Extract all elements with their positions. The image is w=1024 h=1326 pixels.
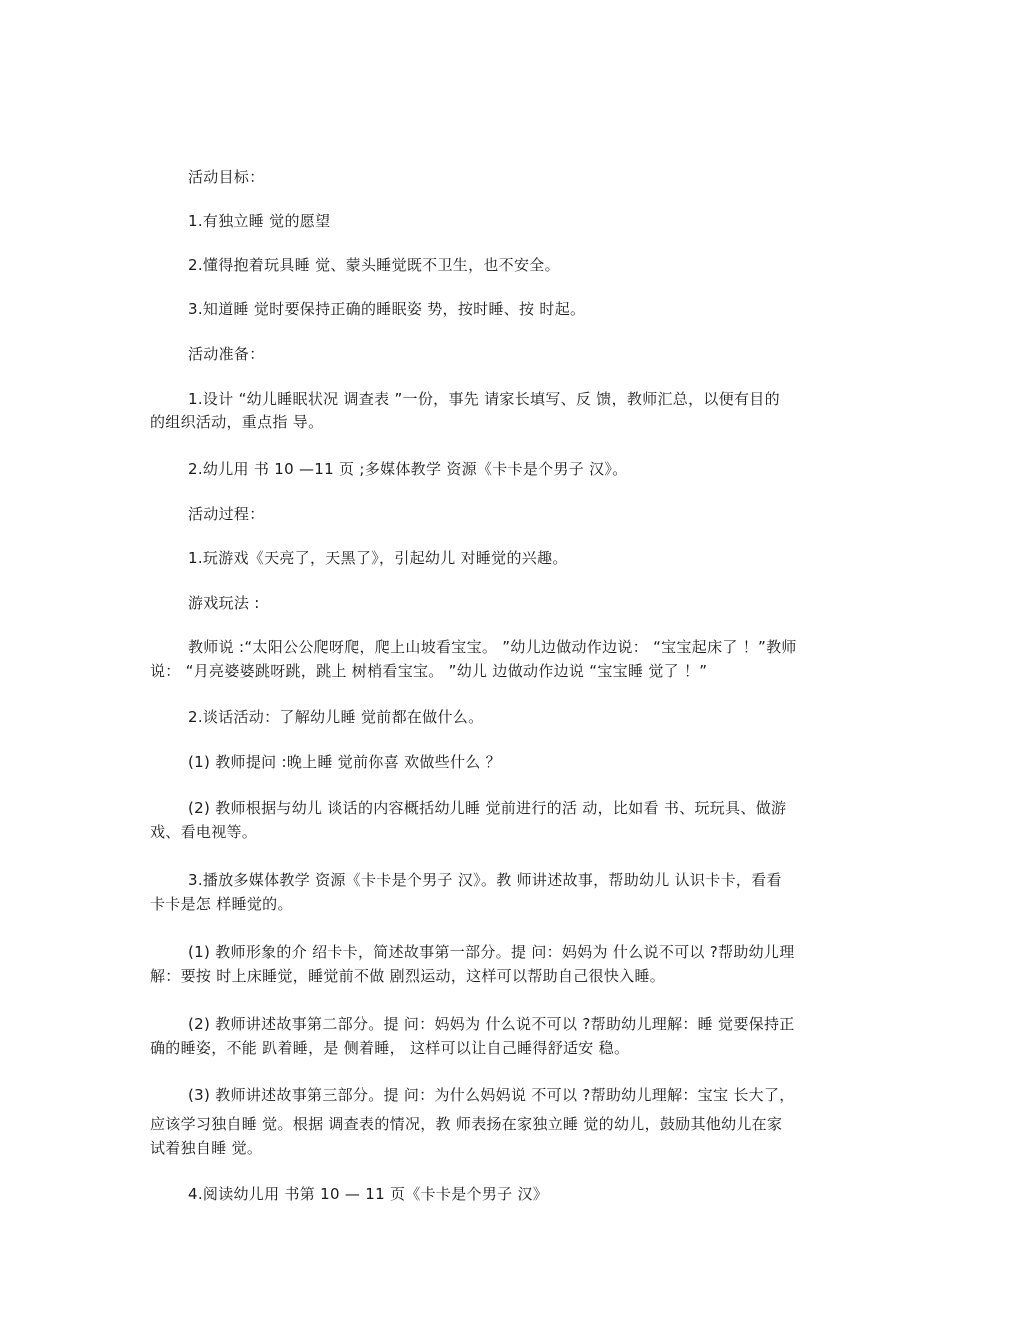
process-step-2: 2.谈话活动：了解幼儿睡 觉前都在做什么。 bbox=[188, 708, 484, 726]
game-rules-line-1: 教师说 :“太阳公公爬呀爬，爬上山坡看宝宝。 ”幼儿边做动作边说： “宝宝起床了 ！”教师 bbox=[188, 638, 797, 656]
heading-activity-process: 活动过程： bbox=[188, 505, 265, 523]
step-3-sub-1-line-1: (1) 教师形象的介 绍卡卡，简述故事第一部分。提 问：妈妈为 什么说不可以 ?帮助幼儿理 bbox=[188, 943, 795, 961]
process-step-3-line-1: 3.播放多媒体教学 资源《卡卡是个男子 汉》。教 师讲述故事，帮助幼儿 认识卡卡，看看 bbox=[188, 871, 782, 889]
goal-item-1: 1.有独立睡 觉的愿望 bbox=[188, 212, 331, 230]
step-3-sub-2-line-1: (2) 教师讲述故事第二部分。提 问：妈妈为 什么说不可以 ?帮助幼儿理解：睡 觉要保持正 bbox=[188, 1015, 795, 1033]
step-3-sub-3-line-2: 应该学习独自睡 觉。根据 调查表的情况，教 师表扬在家独立睡 觉的幼儿，鼓励其他幼儿在家 bbox=[150, 1115, 783, 1133]
step-3-sub-3-line-3: 试着独自睡 觉。 bbox=[150, 1139, 263, 1157]
game-rules-line-2: 说： “月亮婆婆跳呀跳，跳上 树梢看宝宝。 ”幼儿 边做动作边说 “宝宝睡 觉了 ！” bbox=[150, 662, 708, 680]
process-step-4: 4.阅读幼儿用 书第 10 — 11 页《卡卡是个男子 汉》 bbox=[188, 1185, 549, 1203]
prep-item-2: 2.幼儿用 书 10 —11 页 ;多媒体教学 资源《卡卡是个男子 汉》。 bbox=[188, 460, 628, 478]
step-2-sub-2-line-1: (2) 教师根据与幼儿 谈话的内容概括幼儿睡 觉前进行的活 动，比如看 书、玩玩具、做游 bbox=[188, 799, 787, 817]
heading-activity-goals: 活动目标： bbox=[188, 168, 265, 186]
step-3-sub-2-line-2: 确的睡姿，不能 趴着睡，是 侧着睡， 这样可以让自己睡得舒适安 稳。 bbox=[150, 1039, 630, 1057]
goal-item-3: 3.知道睡 觉时要保持正确的睡眠姿 势，按时睡、按 时起。 bbox=[188, 300, 586, 318]
game-rules-heading: 游戏玩法 : bbox=[188, 594, 260, 612]
prep-item-1-line-2: 的组织活动，重点指 导。 bbox=[150, 413, 324, 431]
step-2-sub-1: (1) 教师提问 :晚上睡 觉前你喜 欢做些什么 ？ bbox=[188, 753, 501, 771]
step-3-sub-3-line-1: (3) 教师讲述故事第三部分。提 问：为什么妈妈说 不可以 ?帮助幼儿理解：宝宝 长大了， bbox=[188, 1086, 795, 1104]
heading-activity-preparation: 活动准备： bbox=[188, 345, 265, 363]
goal-item-2: 2.懂得抱着玩具睡 觉、蒙头睡觉既不卫生，也不安全。 bbox=[188, 256, 560, 274]
prep-item-1-line-1: 1.设计 “幼儿睡眠状况 调查表 ”一份，事先 请家长填写、反 馈，教师汇总，以便有目的 bbox=[188, 390, 780, 408]
step-3-sub-1-line-2: 解：要按 时上床睡觉，睡觉前不做 剧烈运动，这样可以帮助自己很快入睡。 bbox=[150, 967, 666, 985]
process-step-1: 1.玩游戏《天亮了，天黑了》，引起幼儿 对睡觉的兴趣。 bbox=[188, 549, 568, 567]
step-2-sub-2-line-2: 戏、看电视等。 bbox=[150, 823, 258, 841]
process-step-3-line-2: 卡卡是怎 样睡觉的。 bbox=[150, 895, 293, 913]
